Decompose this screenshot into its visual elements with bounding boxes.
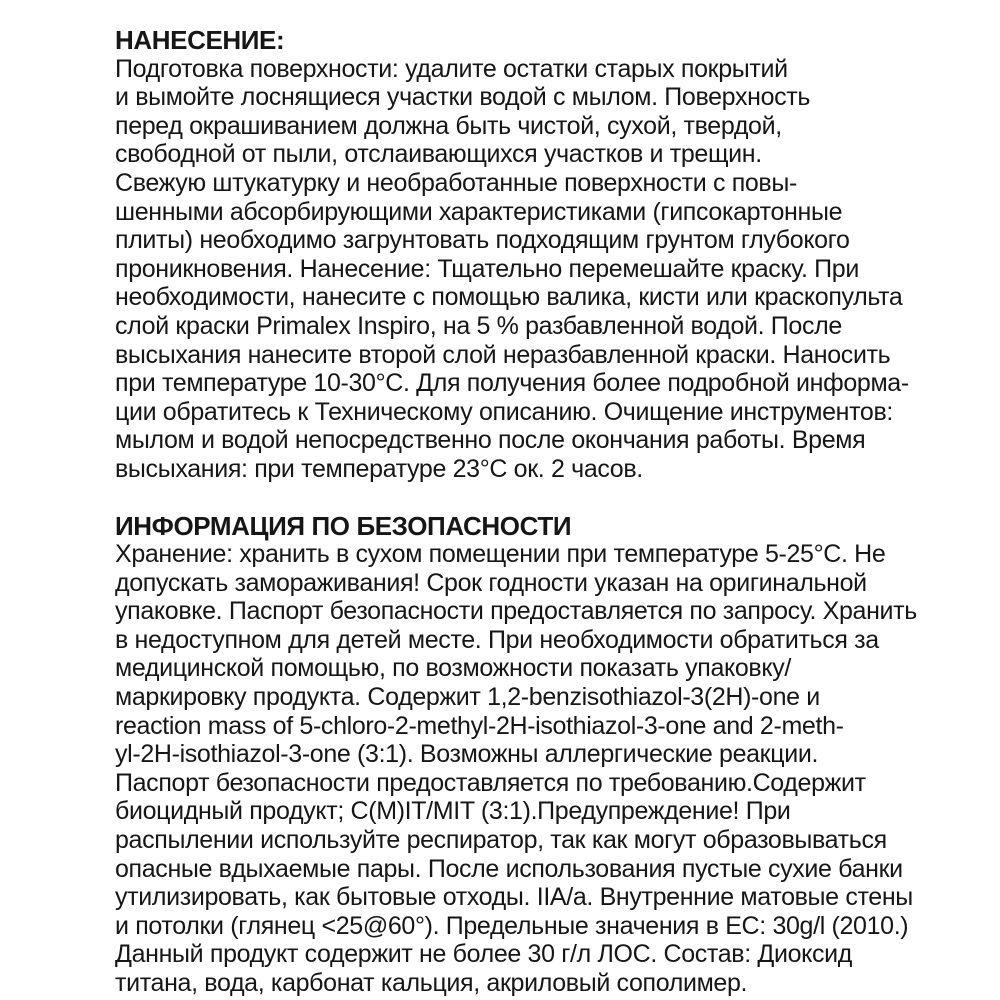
text-line: и потолки (глянец <25@60°). Предельные значения в ЕС: 30g/l (2010.) [115,911,909,940]
text-line: распылении используйте респиратор, так как могут образовываться [115,826,887,855]
text-line: медицинской помощью, по возможности показать упаковку/ [115,654,791,683]
text-line: необходимости, нанесите с помощью валика, кисти или краскопульта [115,283,903,312]
text-line: Подготовка поверхности: удалите остатки старых покрытий [115,54,788,83]
text-line: плиты) необходимо загрунтовать подходящим грунтом глубокого [115,226,850,255]
section-safety-information [115,512,940,998]
text-line: биоцидный продукт; C(M)IT/MIT (3:1).Предупреждение! При [115,797,791,826]
text-line: Свежую штукатурку и необработанные поверхности с повы- [115,168,797,197]
text-line: при температуре 10-30°С. Для получения более подробной информа- [115,369,909,398]
text-line: и вымойте лоснящиеся участки водой с мылом. Поверхность [115,83,811,112]
text-line: шенными абсорбирующими характеристиками (гипсокартонные [115,197,843,226]
text-line: Хранение: хранить в сухом помещении при температуре 5-25°С. Не [115,540,886,569]
safety-information-heading: ИНФОРМАЦИЯ ПО БЕЗОПАСНОСТИ [115,510,572,541]
text-line: допускать замораживания! Срок годности указан на оригинальной [115,568,867,597]
text-line: высыхания: при температуре 23°С ок. 2 часов. [115,454,643,483]
text-line: свободной от пыли, отслаивающихся участков и трещин. [115,140,762,169]
text-line: reaction mass of 5-chloro-2-methyl-2H-isothiazol-3-one and 2-meth- [115,711,844,740]
text-line: yl-2H-isothiazol-3-one (3:1). Возможны аллергические реакции. [115,740,819,769]
text-line: упаковке. Паспорт безопасности предоставляется по запросу. Хранить [115,597,917,626]
text-line: опасные вдыхаемые пары. После использования пустые сухие банки [115,854,903,883]
text-line: слой краски Primalex Inspiro, на 5 % разбавленной водой. После [115,311,842,340]
text-line: маркировку продукта. Содержит 1,2-benzisothiazol-3(2H)-one и [115,683,820,712]
text-line: проникновения. Нанесение: Тщательно перемешайте краску. При [115,254,859,283]
section-application [115,26,940,484]
text-line: утилизировать, как бытовые отходы. IIA/a. Внутренние матовые стены [115,883,913,912]
text-line: высыхания нанесите второй слой неразбавленной краски. Наносить [115,340,891,369]
text-line: Паспорт безопасности предоставляется по требованию.Содержит [115,768,866,797]
text-line: титана, вода, карбонат кальция, акриловый сополимер. [115,969,748,997]
text-line: перед окрашиванием должна быть чистой, сухой, твердой, [115,111,782,140]
text-line: в недоступном для детей месте. При необходимости обратиться за [115,625,879,654]
safety-information-body [115,540,940,998]
text-line: ции обратитесь к Техническому описанию. Очищение инструментов: [115,397,894,426]
text-line: мылом и водой непосредственно после окончания работы. Время [115,426,866,455]
application-body [115,55,940,484]
text-line: Данный продукт содержит не более 30 г/л ЛОС. Состав: Диоксид [115,940,853,969]
application-heading: НАНЕСЕНИЕ: [115,25,285,55]
